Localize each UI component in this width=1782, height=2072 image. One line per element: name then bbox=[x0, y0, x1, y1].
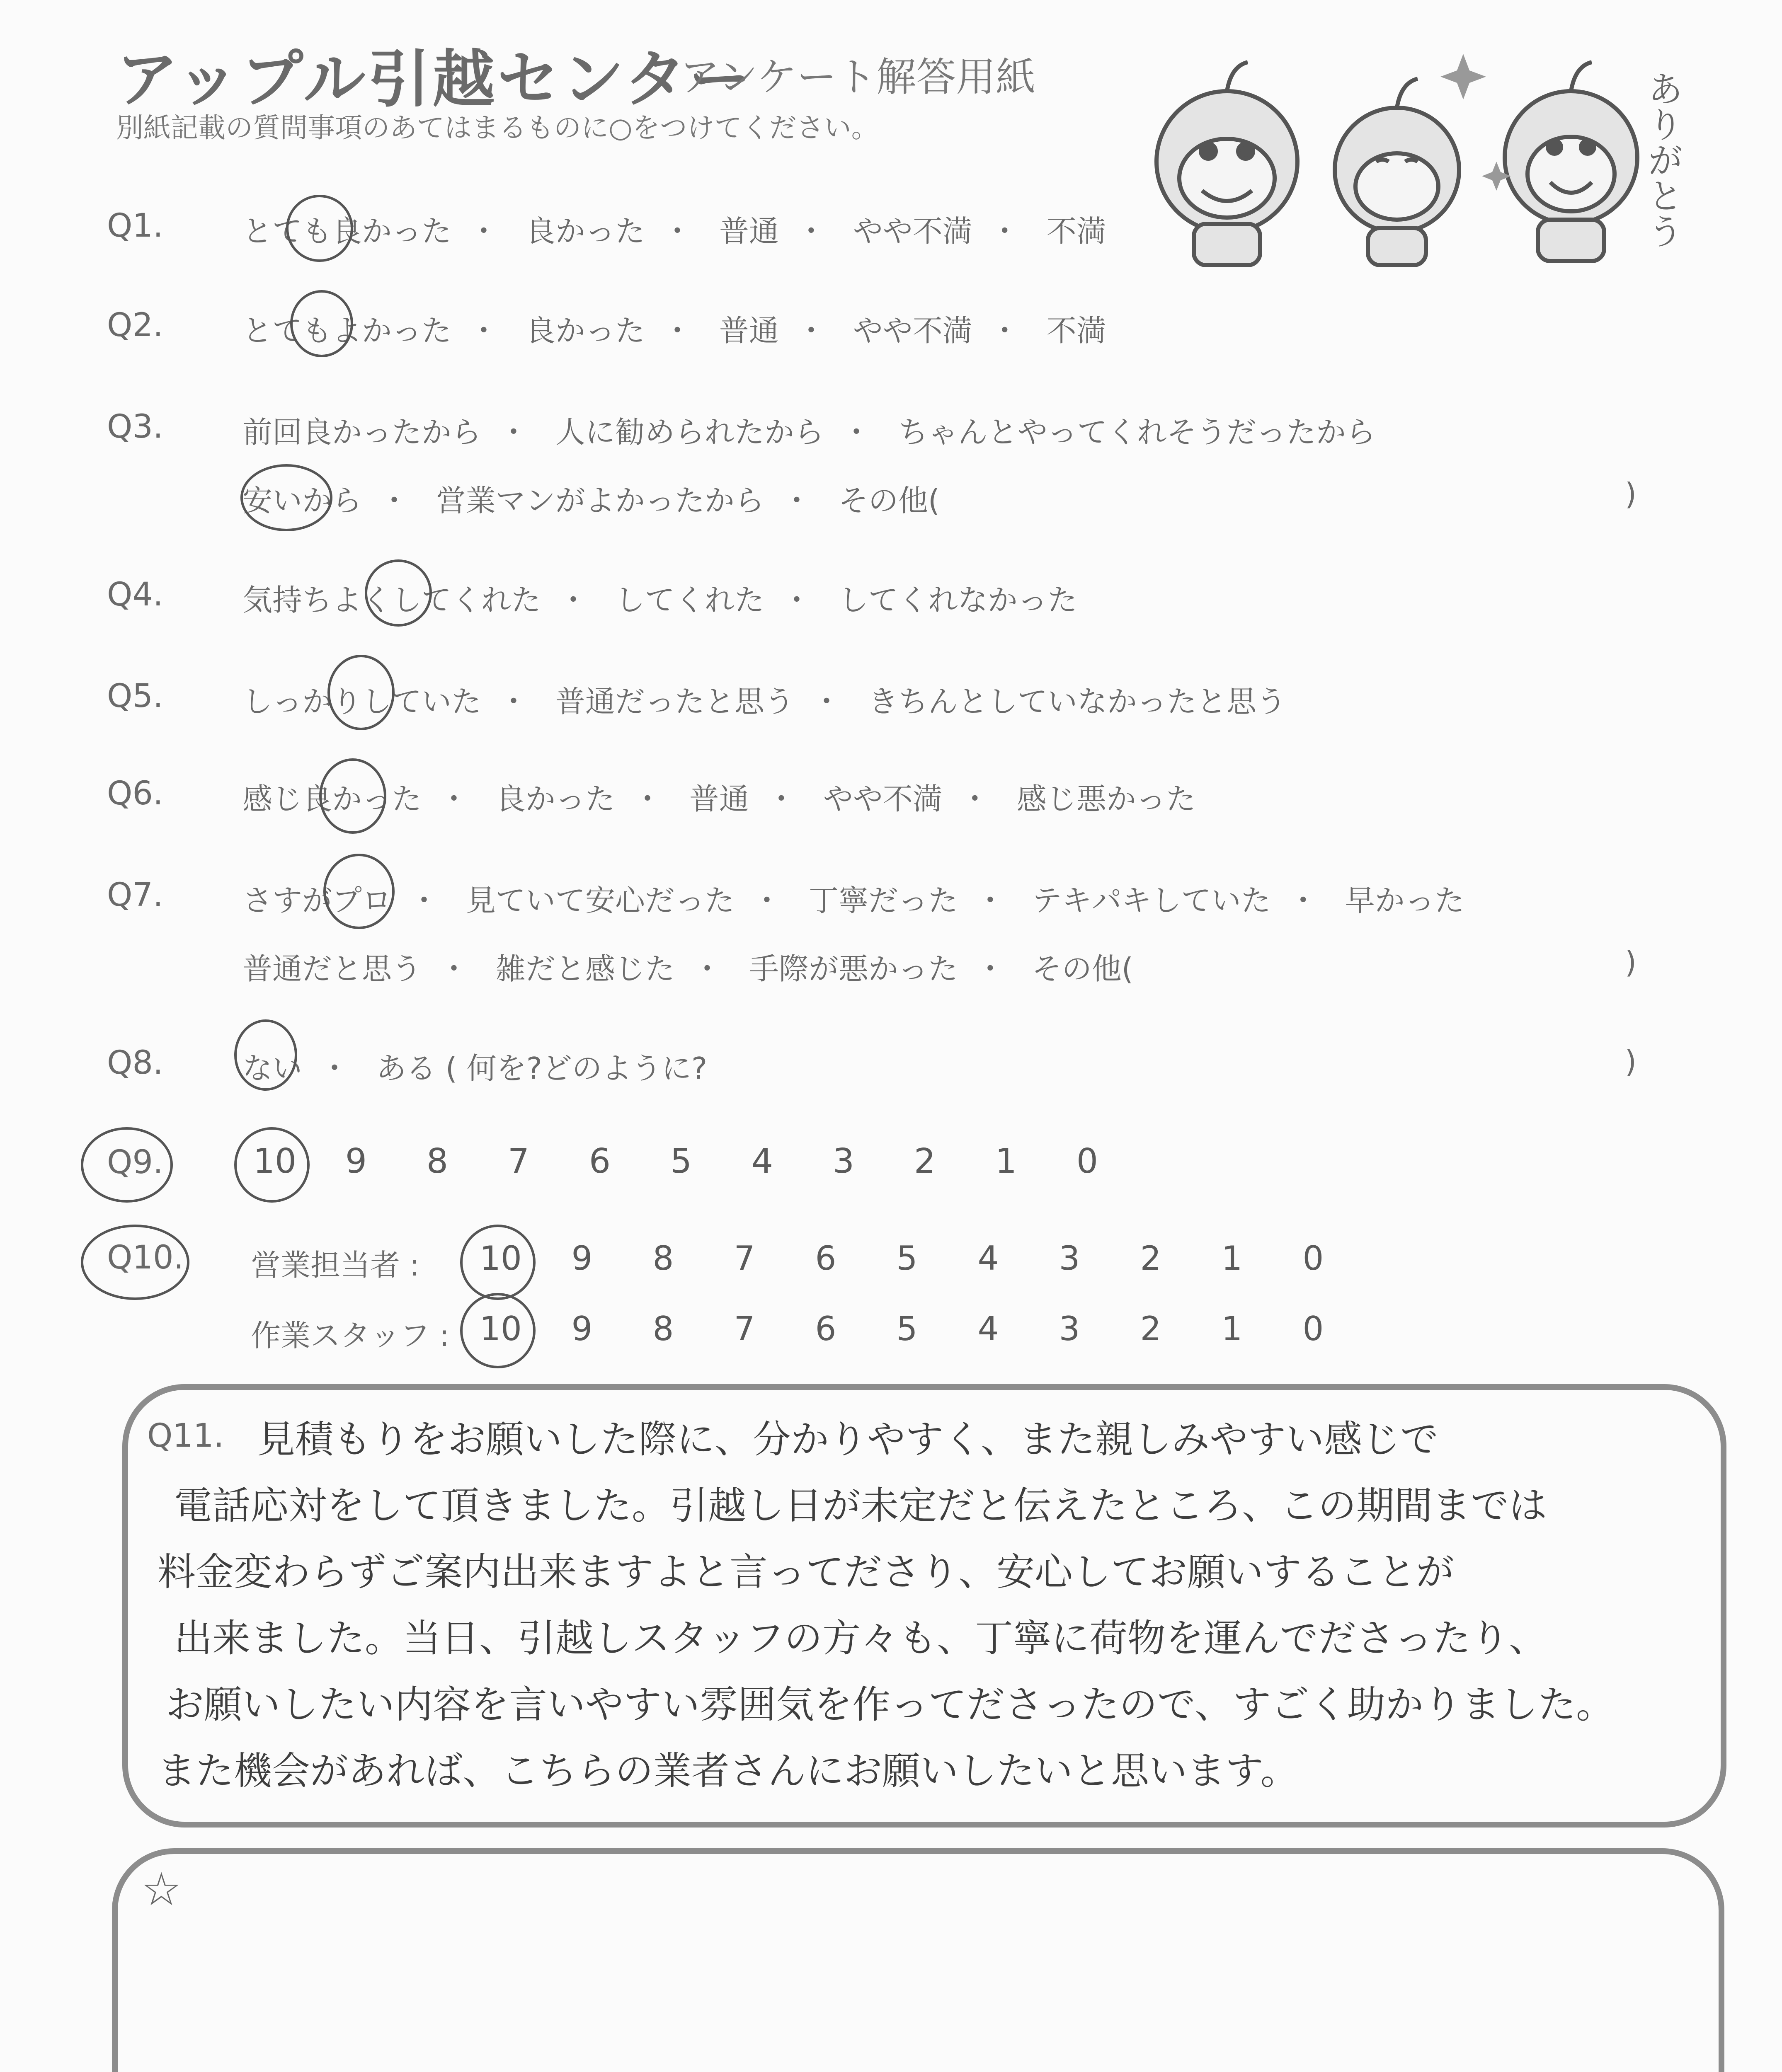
q3-option[interactable]: 安いから bbox=[242, 483, 362, 518]
q9-score[interactable]: 2 bbox=[914, 1142, 936, 1181]
q11-answer-line: お願いしたい内容を言いやすい雰囲気を作ってださったので、すごく助かりました。 bbox=[166, 1682, 1615, 1727]
q3-option[interactable]: 人に勧められたから bbox=[555, 415, 824, 450]
q10-staff-scale bbox=[460, 1310, 1354, 1348]
q10-staff-label: 作業スタッフ : bbox=[251, 1318, 450, 1353]
q3-label: Q3. bbox=[107, 408, 163, 445]
notes-box[interactable] bbox=[112, 1848, 1724, 2072]
q10-sales-score[interactable]: 8 bbox=[652, 1239, 674, 1278]
q10-staff-score[interactable]: 9 bbox=[571, 1310, 593, 1348]
q10-staff-score[interactable]: 10 bbox=[480, 1310, 522, 1348]
answer-circle-mark bbox=[319, 758, 386, 834]
q7-paren-close: ) bbox=[1625, 945, 1637, 980]
q5-option[interactable]: しっかりしていた bbox=[242, 684, 482, 719]
q6-option[interactable]: 良かった bbox=[495, 782, 615, 816]
q10-label: Q10. bbox=[107, 1239, 184, 1276]
answer-circle-mark bbox=[460, 1225, 536, 1300]
q2-option[interactable]: 普通 bbox=[719, 313, 779, 348]
q6-label: Q6. bbox=[107, 775, 163, 812]
monkey-icon bbox=[1156, 62, 1297, 265]
q8-option[interactable]: ない bbox=[242, 1051, 303, 1086]
answer-circle-mark bbox=[81, 1225, 189, 1300]
q8-label: Q8. bbox=[107, 1044, 163, 1082]
q9-score[interactable]: 1 bbox=[995, 1142, 1017, 1181]
answer-circle-mark bbox=[286, 195, 353, 262]
q7-option[interactable]: 丁寧だった bbox=[808, 883, 958, 918]
q10-staff-score[interactable]: 2 bbox=[1140, 1310, 1161, 1348]
q3-option[interactable]: 前回良かったから bbox=[242, 415, 482, 450]
q10-sales-score[interactable]: 0 bbox=[1302, 1239, 1324, 1278]
q6-options: 感じ良かった ・ 良かった ・ 普通 ・ やや不満 ・ 感じ悪かった bbox=[242, 782, 1196, 816]
q4-option[interactable]: 気持ちよくしてくれた bbox=[242, 583, 541, 617]
q11-answer-line: 見積もりをお願いした際に、分かりやすく、また親しみやすい感じで bbox=[257, 1417, 1439, 1462]
q7-option-other[interactable]: その他( bbox=[1032, 951, 1133, 986]
q7-option[interactable]: 普通だと思う bbox=[242, 951, 422, 986]
q3-option-other[interactable]: その他( bbox=[838, 483, 940, 518]
q2-option[interactable]: やや不満 bbox=[853, 313, 972, 348]
q2-options: とてもよかった ・ 良かった ・ 普通 ・ やや不満 ・ 不満 bbox=[242, 313, 1106, 348]
q7-option[interactable]: テキパキしていた bbox=[1032, 883, 1271, 918]
q8-options: ない ・ ある ( 何を?どのように? bbox=[242, 1051, 708, 1086]
q4-label: Q4. bbox=[107, 576, 163, 613]
q10-sales-score[interactable]: 9 bbox=[571, 1239, 593, 1278]
q9-score[interactable]: 4 bbox=[751, 1142, 773, 1181]
q1-option[interactable]: 不満 bbox=[1046, 214, 1106, 249]
answer-circle-mark bbox=[81, 1127, 173, 1203]
q1-options: とても良かった ・ 良かった ・ 普通 ・ やや不満 ・ 不満 bbox=[242, 214, 1106, 249]
q4-option[interactable]: してくれなかった bbox=[838, 583, 1077, 617]
answer-circle-mark bbox=[290, 290, 353, 357]
q5-option[interactable]: きちんとしていなかったと思う bbox=[868, 684, 1286, 719]
q10-sales-score[interactable]: 4 bbox=[977, 1239, 999, 1278]
q10-staff-score[interactable]: 5 bbox=[896, 1310, 918, 1348]
q11-answer-line: 出来ました。当日、引越しスタッフの方々も、丁寧に荷物を運んでださったり、 bbox=[174, 1616, 1547, 1661]
answer-circle-mark bbox=[234, 1019, 297, 1091]
answer-circle-mark bbox=[323, 854, 395, 929]
q10-sales-score[interactable]: 7 bbox=[734, 1239, 755, 1278]
q4-options: 気持ちよくしてくれた ・ してくれた ・ してくれなかった bbox=[242, 583, 1077, 617]
q5-options: しっかりしていた ・ 普通だったと思う ・ きちんとしていなかったと思う bbox=[242, 684, 1286, 719]
q3-option[interactable]: 営業マンがよかったから bbox=[436, 483, 764, 518]
q7-option[interactable]: さすがプロ bbox=[242, 883, 392, 918]
q6-option[interactable]: 感じ悪かった bbox=[1016, 782, 1196, 816]
q10-staff-score[interactable]: 6 bbox=[815, 1310, 836, 1348]
q3-options-line2: 安いから ・ 営業マンがよかったから ・ その他( bbox=[242, 483, 940, 518]
q9-label: Q9. bbox=[107, 1144, 163, 1181]
q5-label: Q5. bbox=[107, 678, 163, 715]
q10-staff-score[interactable]: 4 bbox=[977, 1310, 999, 1348]
q10-sales-score[interactable]: 3 bbox=[1059, 1239, 1080, 1278]
q9-score[interactable]: 7 bbox=[507, 1142, 530, 1181]
q10-sales-score[interactable]: 1 bbox=[1221, 1239, 1243, 1278]
q7-option[interactable]: 見ていて安心だった bbox=[466, 883, 735, 918]
answer-circle-mark bbox=[365, 559, 432, 627]
q6-option[interactable]: 普通 bbox=[689, 782, 749, 816]
q10-sales-scale bbox=[460, 1239, 1354, 1278]
q10-staff-score[interactable]: 1 bbox=[1221, 1310, 1243, 1348]
q9-score[interactable]: 10 bbox=[253, 1142, 297, 1181]
q9-score[interactable]: 8 bbox=[426, 1142, 449, 1181]
monkey-icon bbox=[1335, 79, 1459, 265]
q8-paren-close: ) bbox=[1625, 1044, 1637, 1079]
monkey-icon bbox=[1505, 62, 1637, 261]
q1-label: Q1. bbox=[107, 207, 163, 244]
q9-score[interactable]: 6 bbox=[589, 1142, 611, 1181]
q4-option[interactable]: してくれた bbox=[615, 583, 764, 617]
answer-circle-mark bbox=[240, 464, 332, 531]
q10-sales-label: 営業担当者 : bbox=[251, 1248, 420, 1283]
q9-score[interactable]: 3 bbox=[832, 1142, 855, 1181]
q10-sales-score[interactable]: 5 bbox=[896, 1239, 918, 1278]
answer-circle-mark bbox=[234, 1127, 310, 1203]
q1-option[interactable]: やや不満 bbox=[853, 214, 972, 249]
q3-option[interactable]: ちゃんとやってくれそうだったから bbox=[898, 415, 1376, 450]
q1-option[interactable]: 良かった bbox=[525, 214, 645, 249]
q2-option[interactable]: とてもよかった bbox=[242, 313, 452, 348]
q5-option[interactable]: 普通だったと思う bbox=[555, 684, 794, 719]
q2-label: Q2. bbox=[107, 307, 163, 344]
q7-options-line2: 普通だと思う ・ 雑だと感じた ・ 手際が悪かった ・ その他( bbox=[242, 951, 1133, 986]
form-subtitle: アンケート解答用紙 bbox=[680, 54, 1036, 100]
q11-answer-line: 料金変わらずご案内出来ますよと言ってださり、安心してお願いすることが bbox=[158, 1550, 1455, 1594]
mascot-thanks-text: ありがとう bbox=[1641, 70, 1683, 249]
q7-options-line1: さすがプロ ・ 見ていて安心だった ・ 丁寧だった ・ テキパキしていた ・ 早かった bbox=[242, 883, 1464, 918]
q7-option[interactable]: 手際が悪かった bbox=[749, 951, 958, 986]
q10-sales-score[interactable]: 6 bbox=[815, 1239, 836, 1278]
q11-answer-line: また機会があれば、こちらの業者さんにお願いしたいと思います。 bbox=[158, 1749, 1299, 1793]
q10-sales-score[interactable]: 2 bbox=[1140, 1239, 1161, 1278]
star-icon: ☆ bbox=[141, 1863, 182, 1916]
q10-staff-score[interactable]: 0 bbox=[1302, 1310, 1324, 1348]
q1-option[interactable]: とても良かった bbox=[242, 214, 452, 249]
mascot-illustration bbox=[1132, 37, 1712, 269]
q10-staff-score[interactable]: 3 bbox=[1059, 1310, 1080, 1348]
q3-options-line1: 前回良かったから ・ 人に勧められたから ・ ちゃんとやってくれそうだったから bbox=[242, 415, 1376, 450]
q1-option[interactable]: 普通 bbox=[719, 214, 779, 249]
answer-circle-mark bbox=[460, 1293, 536, 1368]
q10-staff-score[interactable]: 7 bbox=[734, 1310, 755, 1348]
q10-staff-score[interactable]: 8 bbox=[652, 1310, 674, 1348]
q9-scale bbox=[234, 1142, 1128, 1181]
q9-score[interactable]: 0 bbox=[1076, 1142, 1098, 1181]
q2-option[interactable]: 不満 bbox=[1046, 313, 1106, 348]
q7-option[interactable]: 雑だと感じた bbox=[495, 951, 675, 986]
q11-answer-line: 電話応対をして頂きました。引越し日が未定だと伝えたところ、この期間までは bbox=[174, 1484, 1547, 1528]
q7-option[interactable]: 早かった bbox=[1345, 883, 1464, 918]
q10-sales-score[interactable]: 10 bbox=[480, 1239, 522, 1278]
answer-circle-mark bbox=[327, 655, 395, 730]
q9-score[interactable]: 5 bbox=[670, 1142, 692, 1181]
q11-label: Q11. bbox=[147, 1417, 224, 1455]
q9-score[interactable]: 9 bbox=[345, 1142, 367, 1181]
q8-option[interactable]: ある ( 何を?どのように? bbox=[376, 1051, 708, 1086]
form-instruction: 別紙記載の質問事項のあてはまるものに○をつけてください。 bbox=[116, 112, 879, 144]
q7-label: Q7. bbox=[107, 876, 163, 914]
q6-option[interactable]: やや不満 bbox=[823, 782, 943, 816]
q3-paren-close: ) bbox=[1625, 477, 1637, 511]
q6-option[interactable]: 感じ良かった bbox=[242, 782, 422, 816]
q2-option[interactable]: 良かった bbox=[525, 313, 645, 348]
form-title: アップル引越センター bbox=[116, 44, 754, 116]
